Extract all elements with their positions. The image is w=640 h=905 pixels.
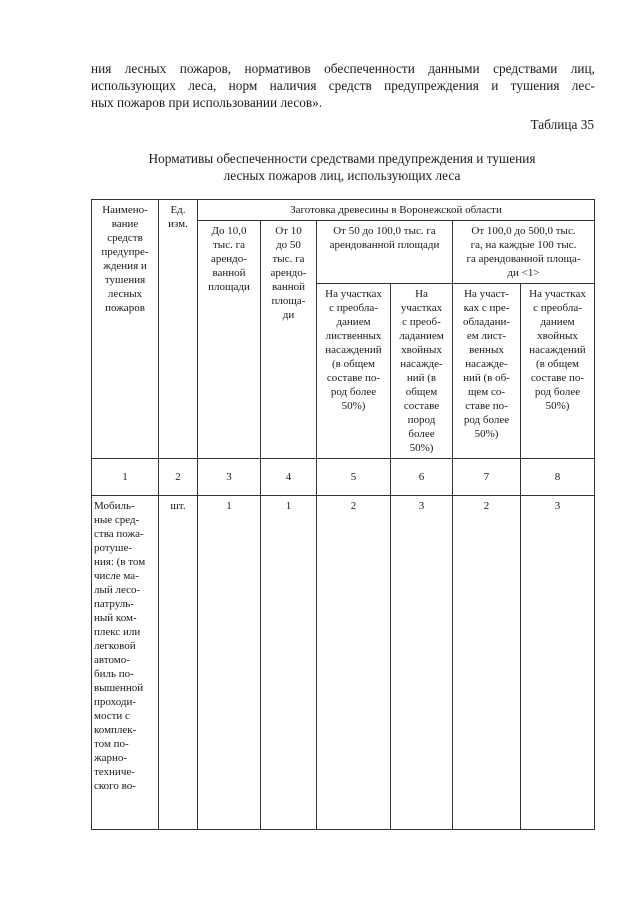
header-col-3: До 10,0 тыс. га арендо- ванной площади [198,221,261,459]
column-number: 4 [261,459,317,496]
intro-line: ния лесных пожаров, нормативов обеспеченности данными средствами лиц, [91,61,595,76]
table-title [91,150,593,184]
column-number: 3 [198,459,261,496]
row-value: 2 [453,496,521,830]
header-col-7-8: От 100,0 до 500,0 тыс. га, на каждые 100 тыс. га арендованной площа- ди <1> [453,221,595,284]
header-name: Наимено- вание средств предупре- ждения и тушения лесных пожаров [92,200,159,459]
header-unit: Ед. изм. [159,200,198,459]
row-value: 3 [391,496,453,830]
header-col-4: От 10 до 50 тыс. га арендо- ванной площа- ди [261,221,317,459]
column-number-row [92,459,595,496]
row-unit: шт. [159,496,198,830]
row-name: Мобиль- ные сред- ства пожа- ротуше- ния: (в том числе ма- лый лесо- патруль- ный ком- плекс или легковой автомо- биль по- вышенной проходи- мости с комплек- том по- жарно- техниче- ского во- [92,496,159,830]
header-col-5-6: От 50 до 100,0 тыс. га арендованной площади [317,221,453,284]
column-number: 1 [92,459,159,496]
header-col-7: На участ- ках с пре- обладани- ем лист- венных насажде- ний (в об- щем со- ставе по- род более 50%) [453,284,521,459]
table-row [92,496,595,830]
table-title-line: Нормативы обеспеченности средствами предупреждения и тушения [148,151,536,166]
column-number: 7 [453,459,521,496]
row-value: 1 [261,496,317,830]
column-number: 6 [391,459,453,496]
row-value: 1 [198,496,261,830]
intro-line: ных пожаров при использовании лесов». [91,95,323,110]
column-number: 2 [159,459,198,496]
table-number: Таблица 35 [530,117,594,132]
column-number: 8 [521,459,595,496]
norms-table [91,199,595,830]
intro-line: использующих леса, норм наличия средств предупреждения и тушения лес- [91,78,595,93]
header-row [92,200,595,221]
row-value: 3 [521,496,595,830]
table-title-line: лесных пожаров лиц, использующих леса [223,168,461,183]
header-col-8: На участках с преобла- данием хвойных насаждений (в общем составе по- род более 50%) [521,284,595,459]
header-col-5: На участках с преобла- данием лиственных насаждений (в общем составе по- род более 50%) [317,284,391,459]
column-number: 5 [317,459,391,496]
intro-paragraph [91,60,595,111]
header-col-6: На участках с преоб- ладанием хвойных насажде- ний (в общем составе пород более 50%) [391,284,453,459]
row-value: 2 [317,496,391,830]
header-group: Заготовка древесины в Воронежской области [198,200,595,221]
